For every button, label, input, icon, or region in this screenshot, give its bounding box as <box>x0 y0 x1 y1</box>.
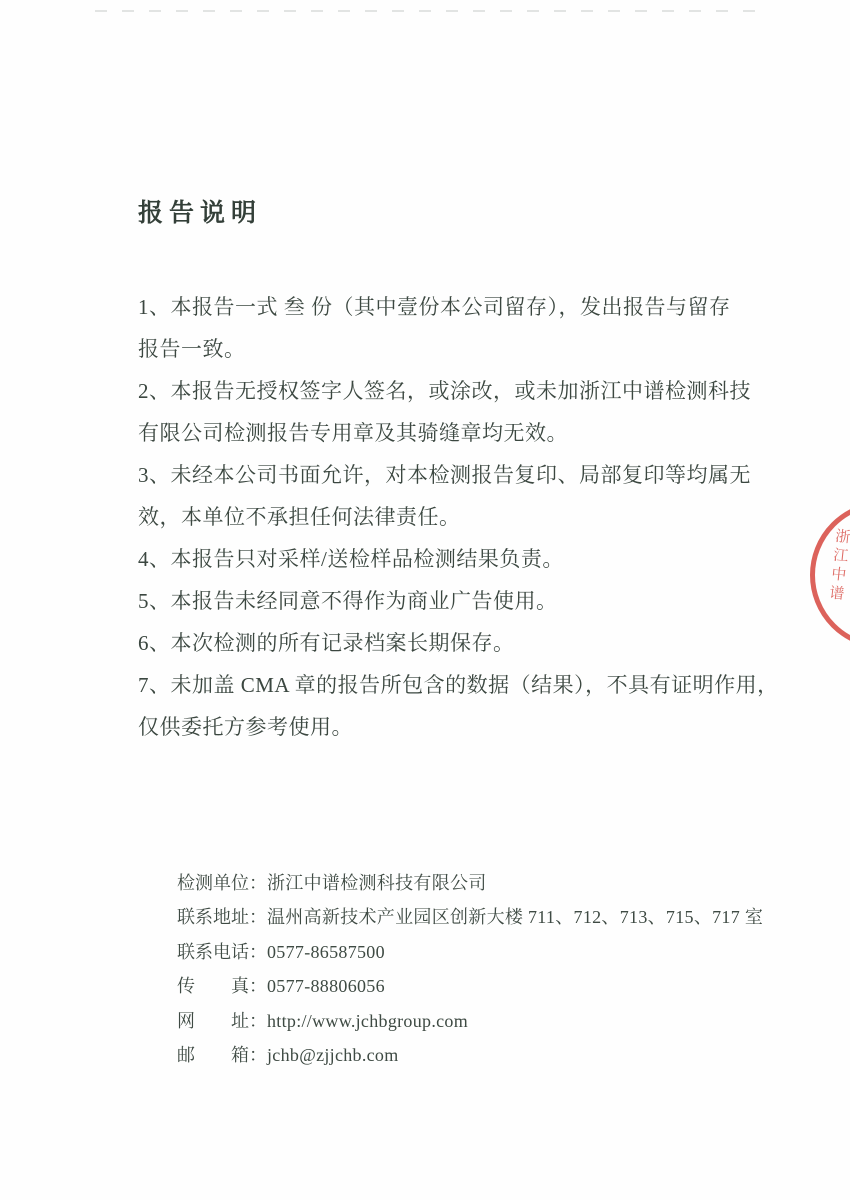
scan-artifact-line <box>95 10 755 12</box>
note-line-3b: 效，本单位不承担任何法律责任。 <box>138 505 461 529</box>
note-line-7b: 仅供委托方参考使用。 <box>138 715 353 739</box>
contact-value-phone: 0577-86587500 <box>267 941 385 962</box>
contact-row-email <box>177 1038 737 1072</box>
contact-value-email: jchb@zjjchb.com <box>267 1044 399 1065</box>
contact-row-unit <box>177 866 737 900</box>
note-line-2b: 有限公司检测报告专用章及其骑缝章均无效。 <box>138 421 568 445</box>
contact-value-website: http://www.jchbgroup.com <box>267 1010 469 1031</box>
note-line-2a: 2、本报告无授权签字人签名，或涂改，或未加浙江中谱检测科技 <box>138 379 751 403</box>
contact-label-website: 网 址： <box>177 1010 267 1031</box>
contact-label-address: 联系地址： <box>177 907 267 928</box>
report-notes-list <box>138 286 779 748</box>
contact-row-phone <box>177 935 737 969</box>
contact-value-address: 温州高新技术产业园区创新大楼 711、712、713、715、717 室 <box>267 907 764 928</box>
contact-value-unit: 浙江中谱检测科技有限公司 <box>267 873 487 893</box>
contact-value-fax: 0577-88806056 <box>267 976 385 997</box>
note-line-4: 4、本报告只对采样/送检样品检测结果负责。 <box>138 547 564 571</box>
note-line-5: 5、本报告未经同意不得作为商业广告使用。 <box>138 589 558 613</box>
contact-label-phone: 联系电话： <box>177 941 267 962</box>
contact-row-website <box>177 1004 737 1038</box>
contact-row-address <box>177 900 764 934</box>
contact-info-block <box>177 866 764 1072</box>
note-line-7a: 7、未加盖 CMA 章的报告所包含的数据（结果），不具有证明作用， <box>138 673 779 697</box>
note-line-1a: 1、本报告一式 叁 份（其中壹份本公司留存），发出报告与留存 <box>138 295 731 319</box>
contact-label-fax: 传 真： <box>177 976 267 997</box>
note-line-6: 6、本次检测的所有记录档案长期保存。 <box>138 631 515 655</box>
note-line-3a: 3、未经本公司书面允许，对本检测报告复印、局部复印等均属无 <box>138 463 751 487</box>
contact-label-unit: 检测单位： <box>177 873 267 893</box>
note-line-1b: 报告一致。 <box>138 337 246 361</box>
company-seal-text-fragment: 浙江中谱 <box>826 527 850 605</box>
contact-label-email: 邮 箱： <box>177 1044 267 1065</box>
page-title: 报告说明 <box>138 200 263 227</box>
contact-row-fax <box>177 969 737 1003</box>
